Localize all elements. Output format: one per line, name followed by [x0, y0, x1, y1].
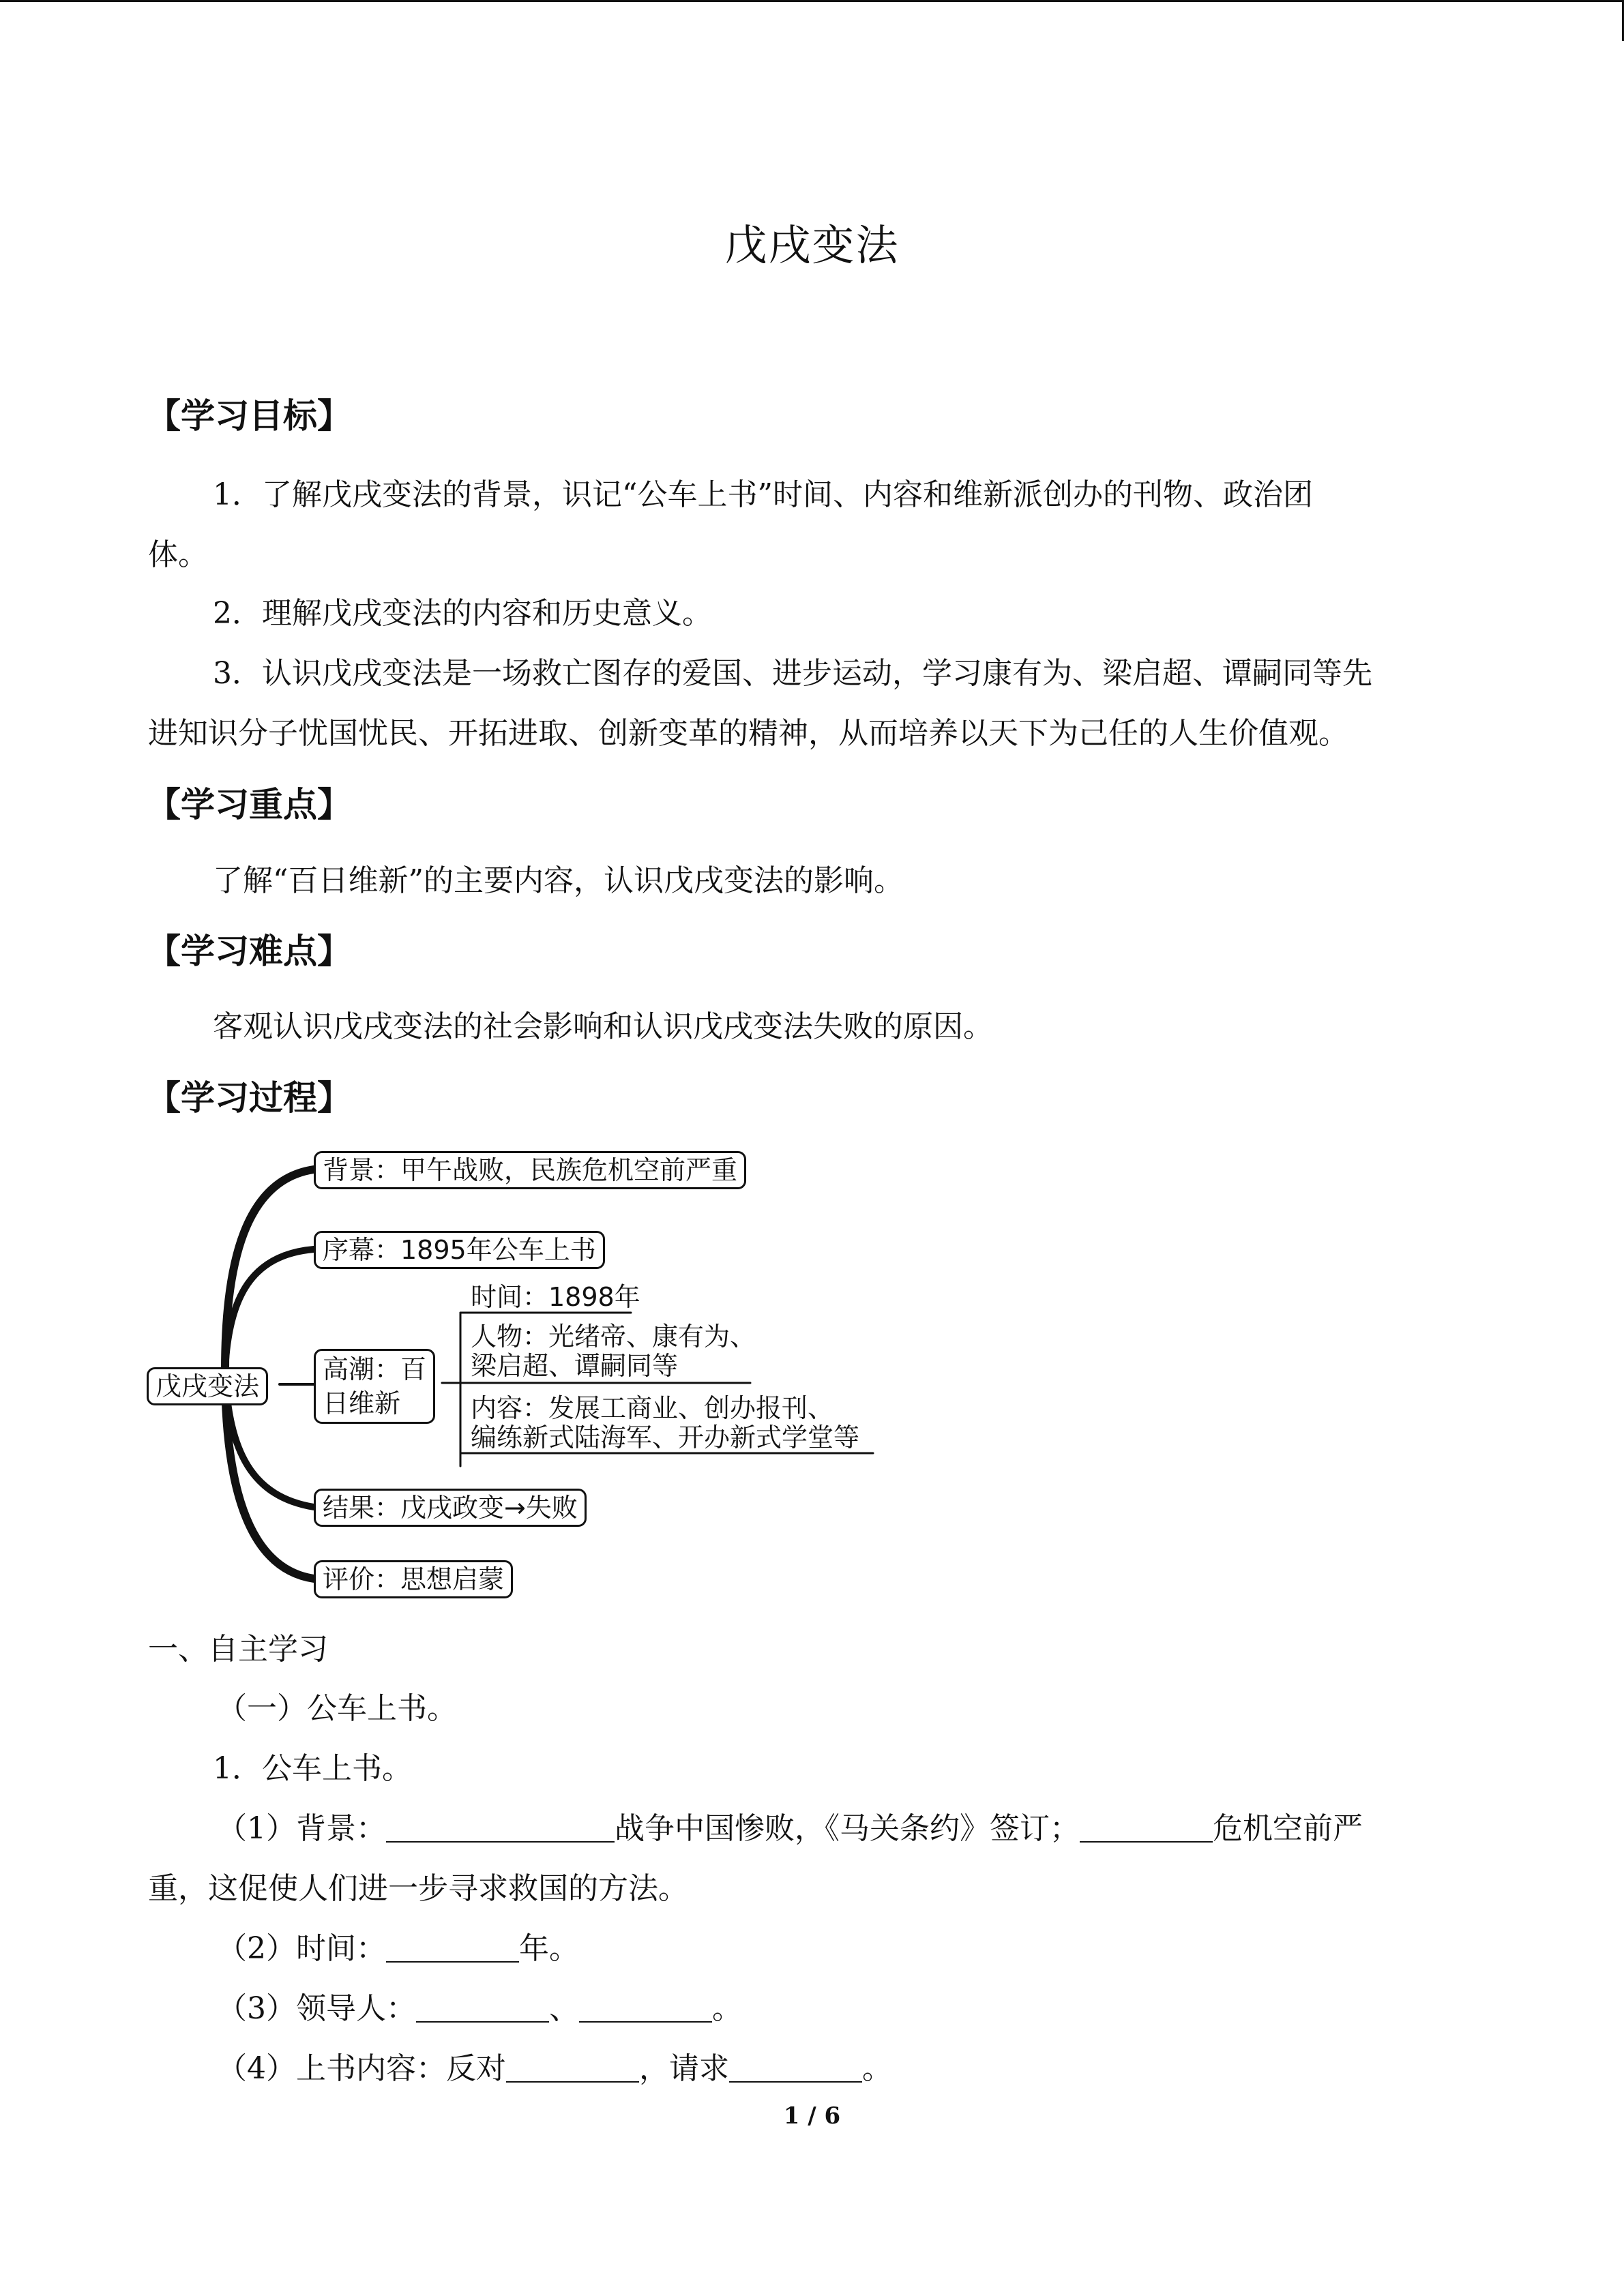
section-heading-difficult: 【学习难点】 — [147, 931, 351, 971]
goal-1-line-1: 1．了解戊戌变法的背景，识记“公车上书”时间、内容和维新派创办的刊物、政治团 — [213, 477, 1313, 512]
mindmap-node-climax — [314, 1349, 435, 1424]
sub-heading-1: （一）公车上书。 — [217, 1691, 457, 1726]
section-heading-key: 【学习重点】 — [147, 785, 351, 824]
goal-1-line-2: 体。 — [148, 537, 208, 572]
q3-sep: 、 — [549, 1991, 579, 2026]
q1-text: 战争中国惨败，《马关条约》签订； — [615, 1811, 1080, 1846]
mindmap-leaf-content-2: 编练新式陆海军、开办新式学堂等 — [471, 1422, 860, 1452]
q4-blank-request[interactable] — [729, 2051, 862, 2083]
q3-blank-leader-1[interactable] — [416, 1991, 549, 2023]
q2-blank-year[interactable] — [386, 1931, 519, 1963]
item-1: 1．公车上书。 — [213, 1751, 412, 1786]
mindmap-leaf-content-1: 内容：发展工商业、创办报刊、 — [471, 1393, 834, 1423]
goal-3-line-1: 3．认识戊戌变法是一场救亡图存的爱国、进步运动，学习康有为、梁启超、谭嗣同等先 — [213, 656, 1372, 691]
difficult-point-text: 客观认识戊戌变法的社会影响和认识戊戌变法失败的原因。 — [213, 1009, 993, 1044]
question-2 — [217, 1919, 579, 1979]
question-3 — [217, 1979, 742, 2039]
q4-end: 。 — [862, 2051, 892, 2086]
mindmap-node-result: 结果：戊戌政变→失败 — [314, 1489, 587, 1527]
q4-text: ，请求 — [639, 2051, 729, 2086]
mindmap-leaf-people-2: 梁启超、谭嗣同等 — [471, 1351, 679, 1381]
goal-2: 2．理解戊戌变法的内容和历史意义。 — [213, 596, 712, 631]
question-1-line-1 — [217, 1799, 1363, 1859]
q2-label: （2）时间： — [217, 1931, 386, 1966]
question-1-line-2: 重，这促使人们进一步寻求救国的方法。 — [148, 1871, 688, 1906]
page-number: 1 / 6 — [783, 2102, 841, 2130]
mindmap-node-evaluation: 评价：思想启蒙 — [314, 1560, 513, 1598]
mindmap-leaf-people-1: 人物：光绪帝、康有为、 — [471, 1322, 756, 1352]
key-point-text: 了解“百日维新”的主要内容，认识戊戌变法的影响。 — [213, 863, 904, 898]
mindmap-node-prelude: 序幕：1895年公车上书 — [314, 1231, 605, 1269]
mindmap-node-background: 背景：甲午战败，民族危机空前严重 — [314, 1151, 746, 1189]
q3-end: 。 — [712, 1991, 742, 2026]
mindmap-climax-line-1: 高潮：百 — [323, 1354, 427, 1384]
goal-3-line-2: 进知识分子忧国忧民、开拓进取、创新变革的精神，从而培养以天下为己任的人生价值观。 — [148, 716, 1348, 751]
q4-label: （4）上书内容：反对 — [217, 2051, 506, 2086]
mindmap-climax-line-2: 日维新 — [323, 1388, 401, 1418]
q2-text: 年。 — [519, 1931, 579, 1966]
q1-text-end: 危机空前严 — [1213, 1811, 1363, 1846]
q3-blank-leader-2[interactable] — [579, 1991, 712, 2023]
part-1-heading: 一、自主学习 — [148, 1632, 328, 1667]
mindmap-root: 戊戌变法 — [147, 1367, 268, 1405]
section-heading-process: 【学习过程】 — [147, 1078, 351, 1118]
q1-blank-crisis[interactable] — [1080, 1811, 1213, 1843]
section-heading-goals: 【学习目标】 — [147, 396, 351, 436]
page-title: 戊戌变法 — [724, 220, 900, 270]
question-4 — [217, 2039, 892, 2099]
q4-blank-oppose[interactable] — [506, 2051, 639, 2083]
mindmap-leaf-time: 时间：1898年 — [471, 1282, 640, 1312]
q1-label: （1）背景： — [217, 1811, 386, 1846]
q1-blank-war[interactable] — [386, 1811, 615, 1843]
q3-label: （3）领导人： — [217, 1991, 416, 2026]
